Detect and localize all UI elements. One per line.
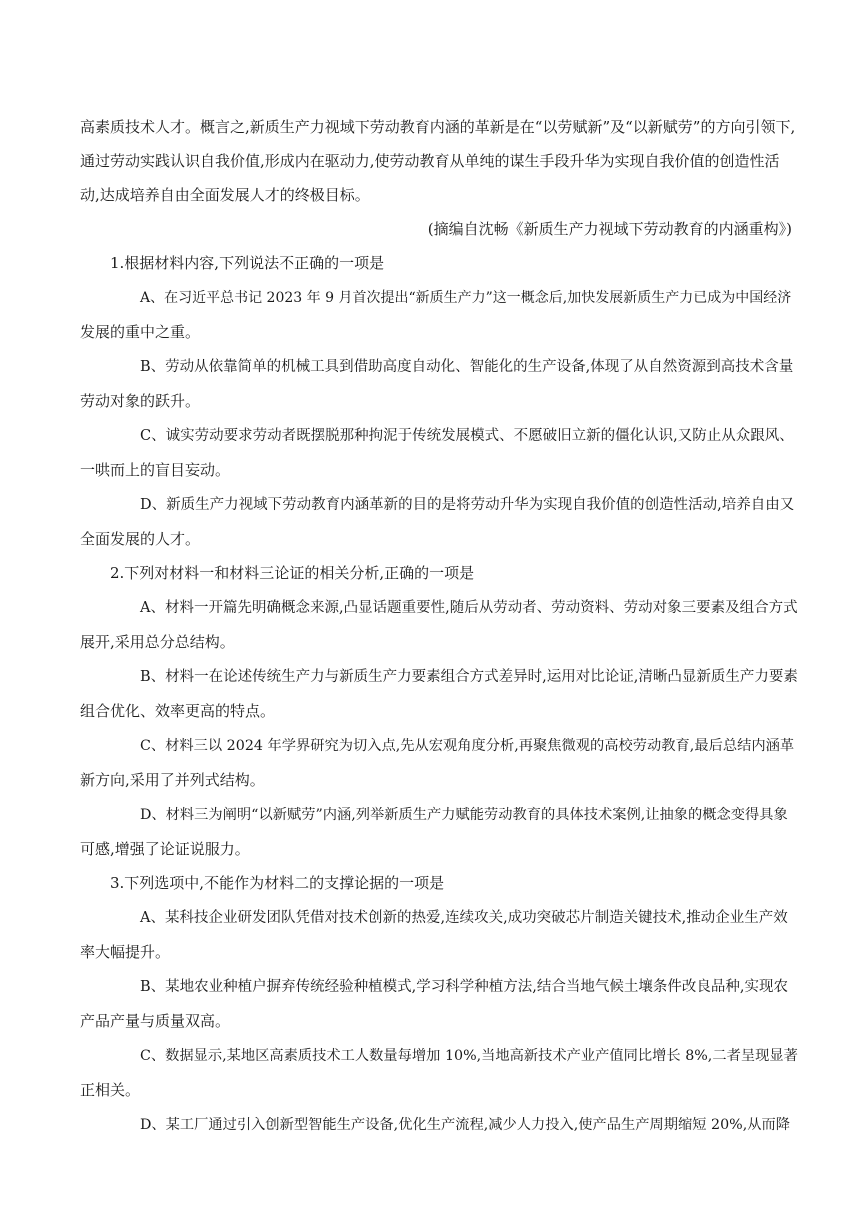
- question-1-stem: 1.根据材料内容,下列说法不正确的一项是: [110, 254, 385, 272]
- question-3-option-d: D、某工厂通过引入创新型智能生产设备,优化生产流程,减少人力投入,使产品生产周期缩短 20%,从而降: [140, 1117, 790, 1133]
- question-3-option-a: A、某科技企业研发团队凭借对技术创新的热爱,连续攻关,成功突破芯片制造关键技术,推动企业生产效 率大幅提升。: [80, 910, 788, 961]
- question-2-option-d: D、材料三为阐明“以新赋劳”内涵,列举新质生产力赋能劳动教育的具体技术案例,让抽象的概念变得具象 可感,增强了论证说服力。: [80, 807, 788, 858]
- question-3-option-c: C、数据显示,某地区高素质技术工人数量每增加 10%,当地高新技术产业产值同比增长 8%,二者呈现显著 正相关。: [80, 1048, 798, 1099]
- question-2-stem: 2.下列对材料一和材料三论证的相关分析,正确的一项是: [110, 564, 475, 582]
- question-1-option-d: D、新质生产力视域下劳动教育内涵革新的目的是将劳动升华为实现自我价值的创造性活动,培养自由又 全面发展的人才。: [80, 497, 795, 548]
- question-1-option-a: A、在习近平总书记 2023 年 9 月首次提出“新质生产力”这一概念后,加快发展新质生产力已成为中国经济 发展的重中之重。: [80, 290, 792, 341]
- question-2-option-c: C、材料三以 2024 年学界研究为切入点,先从宏观角度分析,再聚焦微观的高校劳动教育,最后总结内涵革 新方向,采用了并列式结构。: [80, 738, 795, 789]
- intro-line-3: 动,达成培养自由全面发展人才的终极目标。: [80, 186, 370, 204]
- source-citation: (摘编自沈畅《新质生产力视域下劳动教育的内涵重构》): [427, 220, 792, 238]
- question-1-option-b: B、劳动从依靠简单的机械工具到借助高度自动化、智能化的生产设备,体现了从自然资源到高技术含量 劳动对象的跃升。: [80, 359, 794, 410]
- question-2-option-b: B、材料一在论述传统生产力与新质生产力要素组合方式差异时,运用对比论证,清晰凸显新质生产力要素 组合优化、效率更高的特点。: [80, 669, 798, 720]
- question-1-option-c: C、诚实劳动要求劳动者既摆脱那种拘泥于传统发展模式、不愿破旧立新的僵化认识,又防止从众跟风、 一哄而上的盲目妄动。: [80, 428, 794, 479]
- question-2-option-a: A、材料一开篇先明确概念来源,凸显话题重要性,随后从劳动者、劳动资料、劳动对象三要素及组合方式 展开,采用总分总结构。: [80, 600, 798, 651]
- intro-line-1: 高素质技术人才。概言之,新质生产力视域下劳动教育内涵的革新是在“以劳赋新”及“以新赋劳”的方向引领下,: [80, 118, 796, 136]
- question-3-stem: 3.下列选项中,不能作为材料二的支撑论据的一项是: [110, 874, 445, 892]
- intro-line-2: 通过劳动实践认识自我价值,形成内在驱动力,使劳动教育从单纯的谋生手段升华为实现自我价值的创造性活: [80, 152, 780, 170]
- question-3-option-b: B、某地农业种植户摒弃传统经验种植模式,学习科学种植方法,结合当地气候土壤条件改良品种,实现农 产品产量与质量双高。: [80, 979, 788, 1030]
- document-page: [80, 110, 798, 1142]
